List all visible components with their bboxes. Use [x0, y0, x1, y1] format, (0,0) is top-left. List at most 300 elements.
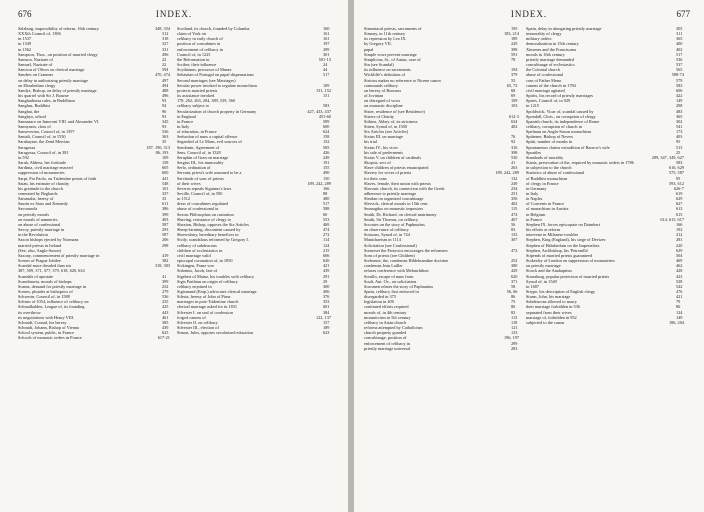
index-entry: 528 Synod of, in 1549	[526, 278, 683, 284]
index-entry: 158 Seduction of nuns a capital offence	[177, 134, 330, 140]
index-entry: 79 Subdeacons allowed to marry	[526, 299, 681, 305]
index-entry-term: Sicily, scandalous reformed by Gregory I.	[177, 237, 249, 243]
index-entry-term: Silvester III., election of	[177, 325, 219, 331]
index-entry: 600 in Italy	[177, 123, 330, 129]
index-entry-term: Saxon bishops ejected by Normans	[18, 237, 79, 243]
index-entry-term: Sturm, John, his marriage	[526, 294, 571, 300]
index-entry-term: celibacy in early church of	[177, 36, 223, 42]
index-entry: 215 children of ecclesiastics in	[177, 247, 330, 253]
index-entry-term: Smaragdus on monastic impostors	[364, 206, 424, 212]
index-entry: 192 his efforts at reform	[526, 227, 683, 233]
index-entry: 41 Scandals of apostate	[18, 273, 167, 279]
index-entry-term: Synod of, in 1549	[526, 278, 557, 284]
index-entry: 133 church property guarded	[364, 330, 518, 336]
index-entry-term: Serlo, ordination of	[177, 165, 211, 171]
index-entry-term: of clergy in France	[526, 180, 559, 186]
index-entry: 263 Slave children of priests emancipated	[364, 165, 518, 171]
index-entry-term: in Germany	[526, 185, 547, 191]
index-entry-term: Sanghat, the	[18, 108, 40, 114]
right-page	[354, 0, 704, 512]
index-entry-term: Sigismund (Emp.) advocates clerical marriage	[177, 288, 257, 294]
index-entry-term: Sixtus IV., his vices	[364, 144, 398, 150]
index-entry-term: Silvester II. on celibacy	[177, 319, 218, 325]
index-entry: 113 monasticism in 5th century	[364, 314, 518, 320]
index-entry: 461 its negotiations with Henry VIII.	[18, 314, 169, 320]
index-entry: 150 Servitude of sons of priests	[177, 175, 330, 181]
index-entry-term: Stephen of Habsberlain on the Imperialists	[526, 242, 600, 248]
index-entry: 474 Smith, Dr. Richard, on clerical matrimony	[364, 211, 518, 217]
index-entry-term: in Belgium	[526, 211, 546, 217]
index-entry-term: Sandys, Bishop, on delay of priestly marriage	[18, 87, 97, 93]
index-entry: 615 in Belgium	[526, 211, 683, 217]
index-entry-term: Scotland, its church, founded by Columba	[177, 26, 250, 31]
index-entry-term: their marriage forbidden in 536	[526, 304, 580, 310]
index-entry: 441 Sarpi, Fra Paolo, on Tridentine points of faith	[18, 175, 169, 181]
index-entry-term: Sithieu, Abbey of, its strictness	[364, 118, 418, 124]
index-entry: 386 Savonarola	[18, 206, 169, 212]
index-entry: 103 on monastic discipline	[364, 103, 518, 109]
index-entry: 92 his trial	[364, 139, 516, 145]
running-title: INDEX.	[155, 9, 193, 19]
index-entry-term: Silesia, heresy of John of Pirna	[177, 294, 231, 300]
index-entry-term: Severus repeals Siguinus's laws	[177, 185, 232, 191]
index-entry-term: Stephen, King (England), his siege of Devizes	[526, 237, 606, 243]
index-entry: 530 Sixtus V. on children of cardinals	[364, 154, 518, 160]
index-entry: 421 Sickingen, Franz von	[177, 263, 330, 269]
index-entry-pages: 626-7	[673, 185, 684, 191]
index-entry-term: in France	[177, 118, 194, 124]
index-entry-term: civil marriage agitated	[526, 87, 565, 93]
index-entry-term: commands celibacy	[364, 82, 399, 88]
index-entry-term: its influence on sacraments	[364, 67, 411, 73]
index-entry-term: in 1537	[18, 36, 32, 42]
index-entry-pages: 612-3	[508, 113, 519, 119]
index-entry: 474 Sheep-farming, discontent caused by	[177, 227, 330, 233]
index-entry: 613 of monachism in Austria	[526, 206, 683, 212]
index-entry-term: celibacy, corruption of church in	[526, 123, 582, 129]
index-entry-term: case of Father Mena	[526, 77, 561, 83]
index-entry-term: Smith, Dr. Richard, on clerical matrimony	[364, 211, 437, 217]
index-entry-term: abuse of confessional in	[177, 206, 219, 212]
index-entry-term: (See, also, Anglo-Saxon)	[18, 247, 61, 253]
index-entry-term: Scenes, plunder at bishoprics of	[18, 288, 73, 294]
index-entry: 283 priestly marriage universal	[364, 345, 518, 351]
index-entry: 93 Sanghya, school	[18, 113, 167, 119]
running-title: INDEX.	[510, 9, 548, 19]
index-entry-term: Shaxton, Bishop, opposes the Six Articles	[177, 221, 249, 227]
index-entry-term: his trial	[364, 139, 378, 145]
index-entry-term: Sextus Philosophus on castration	[177, 211, 234, 217]
index-entry-term: monasticism in 5th century	[364, 314, 411, 320]
index-entry-term: Salzburg, impossibility of reform, 16th century	[18, 26, 99, 31]
index-entry-term: Sendomir, Agreement of	[177, 144, 220, 150]
index-entry: 371 Soult, Ant. Ov., on solicitation	[364, 278, 518, 284]
index-entry: 625 School system, public, in France	[18, 330, 169, 336]
index-entry-term: Segenfrid of Le Mans, evil sources of	[177, 139, 242, 145]
index-entry: 118 celibacy in Arian church	[364, 319, 518, 325]
index-entry: 166 Stephen IX. forces episcopate on Daimbert	[526, 221, 683, 227]
index-entry: 429 refuses conference with Melanchthon	[364, 268, 518, 274]
index-entry-term: Stanis, persecution of the, required by monastic orders in 1786	[526, 160, 634, 166]
index-entry-term: Spitti, number of monks in	[526, 139, 573, 145]
index-entry: 158 Sarah, Abbess, her fortitude	[18, 160, 169, 166]
index-entry-term: concubinage, position of	[364, 335, 407, 341]
index-entry: 606 civil marriage valid	[177, 252, 330, 258]
index-entry: 517 dress of concubines regulated	[177, 201, 330, 207]
index-entry-term: forged canons of	[177, 314, 206, 320]
index-entry-term: for their sons	[364, 175, 387, 181]
index-entry-term: Subdeacons allowed to marry	[526, 299, 577, 305]
index-entry: 365 Spondall, Chris., on corruption of clergy	[526, 113, 683, 119]
index-entry: 299 enforcement of celibacy in	[177, 46, 330, 52]
index-entry: 155 Serlo, ordination of	[177, 165, 330, 171]
index-entry: 365 military orders	[526, 36, 683, 42]
index-entry-term: dress of concubines regulated	[177, 201, 228, 207]
index-entry: 462 on priestly marriage	[526, 263, 683, 269]
index-entry-term: Ximenes and the Franciscans	[526, 46, 577, 52]
index-entry: 298 in 1215	[526, 103, 683, 109]
index-entry-term: the Colonial church	[526, 67, 560, 73]
index-entry: 594 Sancion of Olivos on clerical marriage	[18, 67, 169, 73]
index-entry-term: Stephen, Archbishop, his 'Petronilla'	[526, 247, 589, 253]
index-entry: 249 Slaves, female, their union with priests	[364, 180, 518, 186]
index-entry-term: Sigebert of Mainz, his troubles with celibacy	[177, 273, 255, 279]
index-entry-term: Sanghadisesa rules, in Buddhism	[18, 98, 75, 104]
index-entry-term: Scandinavia, morals of bishops	[18, 278, 72, 284]
index-entry-term: demoralization in 15th century	[526, 41, 579, 47]
index-entry-term: of Buddhist monachism	[526, 175, 568, 181]
index-entry-term: Storck and the Anabaptists	[526, 268, 572, 274]
index-entry-term: enforcement of celibacy in	[177, 46, 223, 52]
index-entry: 517 morals in 16th century	[526, 51, 683, 57]
index-entry: 195 Simoniacal priests, sacraments of	[364, 26, 518, 31]
index-entry: 312 XXXth Council of, 1386	[18, 31, 169, 37]
index-entry-term: in France	[526, 216, 543, 222]
index-entry-term: Spontaneous claims extradition of Barrow's wife	[526, 144, 610, 150]
index-entry: 398 his sale of preferments	[364, 149, 518, 155]
index-entry-term: Sardinia, civil marriage enacted	[18, 165, 73, 171]
index-entry: 517 Sebastian of Portugal on papal dispensations	[177, 72, 330, 78]
index-entry-term: Seduction of nuns a capital offence	[177, 134, 238, 140]
page-number: 677	[676, 9, 690, 19]
index-entry: 591 Simple vows prevent marriage	[364, 51, 518, 57]
index-entry: 316 Sixtus IV., his vices	[364, 144, 518, 150]
index-entry-term: of Jovinian	[364, 93, 384, 99]
index-entry-term: Six Articles (see Articles)	[364, 129, 409, 135]
index-entry-term: Spittener, Bishop of Neven	[526, 134, 573, 140]
index-entry-term: Soissons, Synod of, in 744	[364, 232, 410, 238]
index-entry-term: church property guarded	[364, 330, 407, 336]
index-entry-pages: 186, 204	[668, 319, 684, 325]
index-entry: 380 condemns Jean Lailler	[364, 263, 518, 269]
index-entry-term: Saragossa, Council of, in 381	[18, 149, 69, 155]
index-entry-term: Scandal more dreaded than sin	[18, 263, 71, 269]
index-entry-pages: 593, 612	[668, 180, 684, 186]
index-entry: 55 Siricius makes no reference to Nicene canon	[364, 77, 516, 83]
index-entry-term: Sorullo, escape of nuns from	[364, 273, 414, 279]
index-entry-term: Scriber, their influence	[177, 62, 217, 68]
index-entry: 376 Silesia, heresy of John of Pirna	[177, 294, 330, 300]
index-entry-term: Servant, priest's wife assumed to be a	[177, 170, 242, 176]
index-entry-pages: 470, 474	[154, 72, 170, 78]
index-entry-term: enforcement of celibacy in	[364, 340, 410, 346]
index-entry-term: Sens, Council of, in 1528	[177, 149, 221, 155]
index-entry: 279 Scenes, plunder at bishoprics of	[18, 288, 169, 294]
index-entry: 251 adherence to priestly marriage	[364, 191, 518, 196]
index-entry: 76 Sixtus III. on marriage	[364, 134, 516, 140]
index-entry-term: Shaving, resistance of clergy to	[177, 216, 231, 222]
index-entry: 149 Spires, Council of, in 929	[526, 98, 683, 104]
index-entry-pages: 501-13	[318, 56, 331, 62]
index-entry-term: married priests in Ireland	[18, 242, 62, 248]
index-entry-term: Sanseverino, Council of, in 1597	[18, 129, 75, 135]
index-entry-pages: 289, 347, 349, 627	[651, 154, 684, 160]
index-entry: 496 his quarrel with Sir J. Bourne	[18, 93, 169, 99]
index-entry: 589 in France	[177, 118, 330, 124]
index-entry: 24 Scriber, their influence	[177, 62, 328, 68]
index-entry: 385 Schmidt, Conrad, his heresy	[18, 319, 169, 325]
index-entry-term: Sickingen, Franz von	[177, 263, 214, 269]
index-entry-term: Siricius makes no reference to Nicene canon	[364, 77, 441, 83]
index-entry: 149 marriage of, forbidden in 952	[526, 314, 683, 320]
index-entry: 379 Wickliffe's definition of	[364, 72, 518, 78]
index-entry-term: Sister, residence of (see Residence)	[364, 108, 425, 114]
index-entry-term: Saxony, commencement of priestly marriage in	[18, 252, 100, 258]
index-entry: 553 Shaving, resistance of clergy to	[177, 216, 330, 222]
index-entry: 398 papal	[364, 46, 518, 52]
index-entry-term: its negotiations with Henry VIII.	[18, 314, 75, 320]
index-entry-term: Spoldwick, Vicar of, scandal caused by	[526, 108, 594, 114]
index-entry: 22 Samson, Nazirate of	[18, 56, 167, 62]
index-entry-term: Schmidt, Conrad, his heresy	[18, 319, 67, 325]
index-entry-term: immorality of clergy	[526, 31, 562, 37]
index-entry: 58 Sozomen relates the story of Paphnutius	[364, 283, 516, 289]
index-entry-term: Standards of morality	[526, 154, 564, 160]
index-entry: 536 Schwerin, Council of, in 1588	[18, 294, 169, 300]
index-entry: 565 the Colonial church	[526, 67, 683, 73]
index-entry-pages: 189, 242, 289	[495, 170, 519, 176]
index-entry: 69 of Jovinian	[364, 93, 516, 99]
index-entry-term: Sanghya, school	[18, 113, 47, 119]
index-entry	[526, 320, 684, 325]
index-entry: 600 suppression of monasteries	[18, 170, 169, 176]
index-entry: 399 Scandinavia, morals of bishops	[18, 278, 169, 284]
index-entry-term: in 1215	[526, 103, 540, 109]
index-entry: 121 reforms attempted by Catholicism	[364, 325, 518, 331]
index-entry-term: disregarded in 375	[364, 294, 396, 300]
index-entry: 469 Stokesley of London on suppression of monasteries	[526, 258, 683, 264]
index-entry: 302 Spanish church, its independence of Rome	[526, 118, 683, 124]
index-entry-term: Simoniacal priests, sacraments of	[364, 26, 422, 31]
index-entry-term: Scandals of apostate	[18, 273, 54, 279]
index-entry-term: of their wives	[177, 180, 201, 186]
index-entry: 124 celibacy of subdeacons	[177, 242, 330, 248]
index-entry: 68 on heresy of Bonosus	[364, 87, 516, 93]
index-entry-term: Sprattles	[526, 149, 542, 155]
index-entry: 585 Sendomir, Agreement of	[177, 144, 330, 150]
index-entry-term: Sons of priests (see Children)	[364, 252, 415, 258]
index-entry: 189 its repression by Leo IX.	[364, 36, 518, 42]
index-entry: 423 Strassburg, popular protection of married priests	[526, 273, 683, 279]
index-entry-term: protects married priests	[177, 87, 218, 93]
index-entry-term: his quarrel with Sir J. Bourne	[18, 93, 69, 99]
index-entry: 402 Ximenes and the Franciscans	[526, 46, 683, 52]
index-entry-term: in 1549	[18, 41, 32, 47]
index-entry-term: Schmidt, Johann, Bishop of Vienna	[18, 325, 79, 331]
index-entry-term: adherence to priestly marriage	[364, 191, 417, 196]
index-entry: 160 Scotland, its church, founded by Columba	[177, 26, 330, 31]
index-entry-term: celibacy subject to	[177, 103, 209, 109]
index-entry-term: Sergius III., his immorality	[177, 160, 224, 166]
index-entry-term: Sitten, Synod of, in 1500	[364, 123, 407, 129]
index-entry: 480 in 1512	[177, 196, 330, 202]
index-entry-term: Somerset the Protector encourages the reformers	[364, 247, 448, 253]
index-entry-term: in Italy	[526, 191, 539, 196]
index-entry: 60 Sextus Philosophus on castration	[177, 211, 328, 217]
index-entry: 536 priestly marriage demanded	[526, 56, 683, 62]
index-entry: 490 Servant, priest's wife assumed to be a	[177, 170, 330, 176]
index-entry-term: Spain, delay in abrogating priestly marriage	[526, 26, 602, 31]
index-entry: 619 in Italy	[526, 191, 683, 196]
index-entry-term: Sannyasin, class of	[18, 123, 51, 129]
index-column-1	[364, 26, 519, 351]
index-entry: 33 Saturnalia, heresy of	[18, 196, 167, 202]
index-entry: 166 Severus repeals Siguinus's laws	[177, 185, 330, 191]
index-entry-term: Stokesley of London on suppression of monasteries	[526, 258, 615, 264]
index-entry: 629 in Naples	[526, 196, 683, 202]
index-entry-term: legislation in 400	[364, 299, 394, 305]
index-entry: 161 claim of York on	[177, 31, 330, 37]
index-entry-term: celibacy in Arian church	[364, 319, 407, 325]
index-entry-term: its assistance invoked	[177, 93, 215, 99]
index-entry-term: Slaves, female, their union with priests	[364, 180, 431, 186]
index-entry: 109 in 592	[18, 154, 169, 160]
index-entry: 634 Sithieu, Abbey of, its strictness	[364, 118, 518, 124]
index-entry: 194 its influence on sacraments	[364, 67, 518, 73]
index-column-2	[177, 26, 331, 335]
index-entry-term: on morals of nunneries	[18, 216, 58, 222]
index-entry-term: clerical marriage asked for in 1831	[177, 304, 238, 310]
index-entry: 229 by Gregory VII.	[364, 41, 518, 47]
index-entry-term: Sanders on Cranmer	[18, 72, 54, 78]
index-entry: 601 clerical marriage asked for in 1831	[177, 304, 330, 310]
index-entry-term: position of concubines in	[177, 41, 221, 47]
index-entry: 318 in 1537	[18, 36, 169, 42]
index-entry-term: Schism of 1054, influence of celibacy on	[18, 299, 89, 305]
index-entry: 305 Spain, delay in abrogating priestly marriage	[526, 26, 683, 31]
index-entry-term: 387, 509, 371, 377, 379, 618, 620, 634	[18, 268, 85, 274]
index-entry-pages: 614, 615, 617	[660, 216, 684, 222]
index-entry-term: Sancion of Olivos on clerical marriage	[18, 67, 85, 73]
index-entry: 629 Stephen, Archbishop, his 'Petronilla'	[526, 247, 683, 253]
index-entry-term: Saturnalia, heresy of	[18, 196, 54, 202]
index-entry-term: abuse of confessional	[526, 72, 563, 78]
index-entry-term: Simplicius, St., of Autun, case of	[364, 56, 421, 62]
index-entry: 56 Socrates on the story of Paphnutius	[364, 221, 516, 227]
index-entry-term: of Convents in France	[526, 201, 565, 207]
index-entry-term: Sheep-farming, discontent caused by	[177, 227, 241, 233]
index-entry: 605 Sardinia, civil marriage enacted	[18, 165, 169, 171]
index-entry-term: Spanish church, its independence of Rome	[526, 118, 600, 124]
index-entry-term: Scenes of Prague Jubilee	[18, 258, 61, 264]
index-entry: 583 celibacy subject to	[177, 103, 330, 109]
index-entry-term: Statistics of abuse of confessional	[526, 170, 585, 176]
index-entry: 626 episcopal coronation of, in 1850	[177, 258, 330, 264]
index-entry: 157 Silvester II. on celibacy	[177, 319, 330, 325]
index-entry-term: Sisters of Charity	[364, 113, 395, 119]
index-entry-term: subjected to the canon	[526, 319, 565, 325]
index-entry: 443 its overthrow	[18, 309, 169, 315]
index-entry-term: Santali, Council of, in 1550	[18, 134, 66, 140]
index-entry-term: in England	[177, 113, 196, 119]
index-entry-term: Manichaeism in 1114	[364, 237, 401, 243]
index-entry: 494 on Elizabethan clergy	[18, 82, 169, 88]
index-entry: 252 Sorbonne, the, condemns Hildebrandine doctrine	[364, 258, 518, 264]
index-entry-term: XXXth Council of, 1386	[18, 31, 61, 37]
index-entry: 583 canons of the church in 1784	[526, 82, 683, 88]
index-entry-term: of monachism in Austria	[526, 206, 569, 212]
index-entry-term: Sarpi, Fra Paolo, on Tridentine points of faith	[18, 175, 97, 181]
index-entry: 469 Shaxton, Bishop, opposes the Six Articles	[177, 221, 330, 227]
index-entry: 425 Schmalkalden, League of, its founding	[18, 304, 169, 310]
index-entry: 483 Spoldwick, Vicar of, scandal caused by	[526, 108, 683, 114]
index-entry: 548 Satan, his estimate of chastity	[18, 180, 169, 186]
index-entry-term: canons of the church in 1784	[526, 82, 576, 88]
index-entry-term: civil marriage valid	[177, 252, 211, 258]
index-entry-pages: 617-21	[157, 335, 170, 341]
index-entry: 345 Sannazaro on Innocent VIII. and Alexander VI.	[18, 118, 169, 124]
index-entry: 356 Slesdan on organized concubinage	[364, 196, 518, 202]
index-entry-term: concubinage of ecclesiastics	[526, 62, 575, 68]
index-entry-term: Sannazaro on Innocent VIII. and Alexander VI.	[18, 118, 100, 124]
index-entry-term: on Elizabethan clergy	[18, 82, 56, 88]
index-entry: 298 married priests in Ireland	[18, 242, 169, 248]
index-entry-term: Slavonic church, its connection with the Greek	[364, 185, 445, 191]
index-entry-term: 178, 262, 263, 284, 389, 539, 560	[177, 98, 236, 104]
index-entry-term: on abuse of confessional	[18, 221, 61, 227]
right-page-header	[354, 8, 704, 20]
index-entry-term: Seraphin of Gran on marriage	[177, 154, 229, 160]
index-entry-term: Smith, Sir Thomas, on celibacy	[364, 216, 419, 222]
index-entry-pages: 86, 193	[155, 149, 169, 155]
index-entry-term: Samuel, Nazirate of	[18, 62, 53, 68]
index-entry: 624 of education, in France	[177, 129, 330, 135]
index-entry: 496 Sampson, Thos., on position of married clergy	[18, 51, 169, 57]
index-entry: 109 Secular power invoked to regulate monachism	[177, 82, 330, 88]
index-entry: 353 marriages in post-Tridentine church	[177, 299, 330, 305]
index-entry-term: his efforts at reform	[526, 227, 561, 233]
index-entry: 197 position of concubines in	[177, 41, 330, 47]
index-entry-term: on observance of celibacy	[364, 227, 409, 233]
index-entry-term: Silvester I. on seal of confession	[177, 309, 233, 315]
index-entry-term: Slesvick, clerical morals in 15th cent.	[364, 201, 429, 207]
index-entry: 403 on morals of nunneries	[18, 216, 169, 222]
index-entry-term: Solicitation (see Confessional)	[364, 242, 417, 248]
index-entry: 86 their marriage forbidden in 536	[526, 304, 681, 310]
index-entry-term: in 1562	[18, 46, 32, 52]
index-entry: 611 Saurin ex Stars and Kennedy	[18, 201, 169, 207]
index-entry: 587 on abuse of confessional	[18, 221, 169, 227]
index-entry: 44 Scythianus, precursor of Manes	[177, 67, 328, 73]
index-entry-pages: 616, 629	[668, 165, 684, 171]
index-entry: 206 Saxon bishops ejected by Normans	[18, 237, 169, 243]
index-entry-term: Spires, Council of, in 929	[526, 98, 571, 104]
index-entry: 83 on observance of celibacy	[364, 227, 516, 233]
index-entry-term: in subjection to the church	[526, 165, 572, 171]
index-entry: 86 continued efforts required	[364, 304, 516, 310]
index-entry: 86 disregarded in 375	[364, 294, 516, 300]
index-entry: 252 Scania, demand for priestly marriage in	[18, 283, 169, 289]
